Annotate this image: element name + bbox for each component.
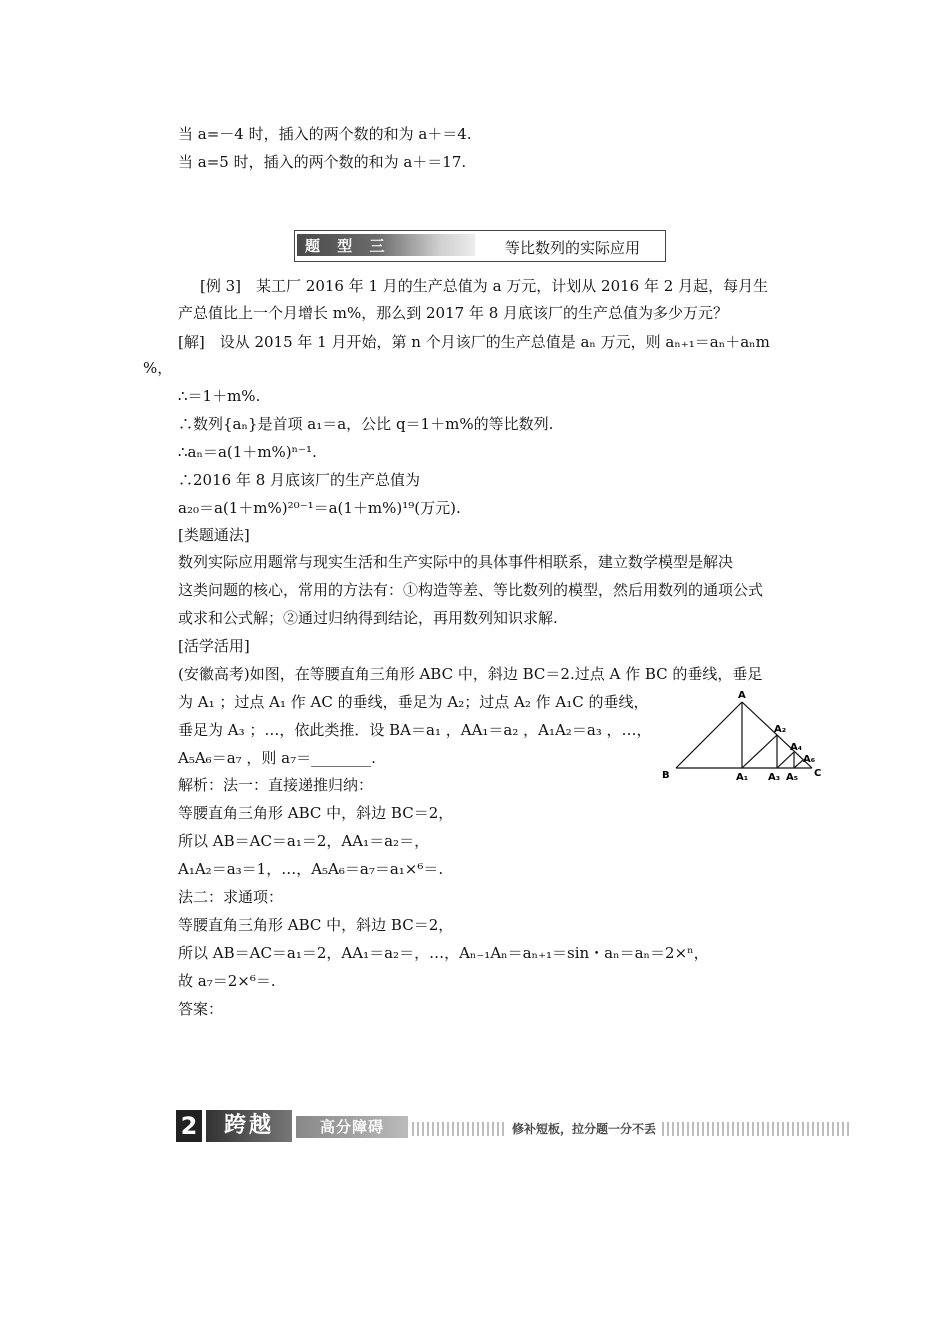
- section-title: 等比数列的实际应用: [505, 239, 641, 257]
- solution-line: a₂₀＝a(1＋m%)²⁰⁻¹＝a(1＋m%)¹⁹(万元).: [178, 499, 461, 517]
- label-A5: A₅: [786, 772, 799, 783]
- answer-line: 等腰直角三角形 ABC 中，斜边 BC＝2，: [178, 804, 454, 822]
- label-C: C: [814, 768, 822, 779]
- triangle-figure: [658, 684, 826, 784]
- section-header: [294, 230, 666, 262]
- banner-number: 2: [176, 1110, 202, 1142]
- solution-line: %，: [143, 359, 173, 377]
- banner-word: 跨越: [206, 1110, 292, 1142]
- practice-line: 为 A₁ ；过点 A₁ 作 AC 的垂线，垂足为 A₂；过点 A₂ 作 A₁C 的垂线，: [178, 693, 649, 711]
- figure-lines: [676, 702, 812, 768]
- label-A1: A₁: [736, 772, 749, 783]
- section-banner: [176, 1108, 850, 1146]
- banner-subtitle: 高分障碍: [296, 1116, 408, 1138]
- banner-motto: 修补短板，拉分题一分不丢: [506, 1120, 662, 1138]
- section-tag-label: 题 型 三: [305, 237, 391, 255]
- solution-line: ∴＝1＋m%.: [178, 387, 261, 405]
- answer-line: 所以 AB＝AC＝a₁＝2，AA₁＝a₂＝，: [178, 832, 430, 850]
- label-B: B: [662, 770, 670, 781]
- answer-line: 故 a₇＝2×⁶＝.: [178, 972, 276, 990]
- label-A6: A₆: [803, 754, 816, 765]
- method-line: 或求和公式解；②通过归纳得到结论，再用数列知识求解.: [178, 609, 558, 627]
- answer-line: 答案：: [178, 1000, 224, 1018]
- solution-line: ∴数列{aₙ}是首项 a₁＝a，公比 q＝1＋m%的等比数列.: [178, 415, 554, 433]
- answer-line: 法二：求通项：: [178, 888, 284, 906]
- method-heading: [类题通法]: [178, 526, 250, 544]
- solution-line: ∴2016 年 8 月底该厂的生产总值为: [178, 471, 421, 489]
- label-A2: A₂: [774, 724, 787, 735]
- answer-line: 解析：法一：直接递推归纳：: [178, 776, 374, 794]
- text-line: 当 a=－4 时，插入的两个数的和为 a＋＝4.: [178, 125, 472, 143]
- answer-line: 等腰直角三角形 ABC 中，斜边 BC＝2，: [178, 916, 454, 934]
- answer-line: 所以 AB＝AC＝a₁＝2，AA₁＝a₂＝，…，Aₙ₋₁Aₙ＝aₙ₊₁＝sin・aₙ＝aₙ＝2×ⁿ，: [178, 944, 709, 962]
- solution-line: [解] 设从 2015 年 1 月开始，第 n 个月该厂的生产总值是 aₙ 万元，则 aₙ₊₁＝aₙ＋aₙm: [178, 333, 770, 351]
- answer-line: A₁A₂＝a₃＝1，…，A₅A₆＝a₇＝a₁×⁶＝.: [178, 860, 444, 878]
- practice-line: A₅A₆＝a₇ ，则 a₇＝________.: [178, 749, 376, 767]
- method-line: 数列实际应用题常与现实生活和生产实际中的具体事件相联系，建立数学模型是解决: [178, 553, 734, 571]
- practice-line: (安徽高考)如图，在等腰直角三角形 ABC 中，斜边 BC＝2.过点 A 作 BC 的垂线，垂足: [178, 665, 763, 683]
- solution-line: ∴aₙ＝a(1＋m%)ⁿ⁻¹.: [178, 443, 317, 461]
- method-line: 这类问题的核心，常用的方法有：①构造等差、等比数列的模型，然后用数列的通项公式: [178, 581, 764, 599]
- section-tag: [297, 234, 475, 256]
- practice-line: 垂足为 A₃ ；…，依此类推．设 BA＝a₁ ，AA₁＝a₂ ，A₁A₂＝a₃ ，…，: [178, 721, 652, 739]
- label-A4: A₄: [790, 742, 803, 753]
- practice-heading: [活学活用]: [178, 637, 250, 655]
- example-line: 产总值比上一个月增长 m%，那么到 2017 年 8 月底该厂的生产总值为多少万元？: [178, 304, 729, 322]
- example-line: [例 3] 某工厂 2016 年 1 月的生产总值为 a 万元，计划从 2016 年 2 月起，每月生: [200, 277, 769, 295]
- text-line: 当 a=5 时，插入的两个数的和为 a＋＝17.: [178, 153, 467, 171]
- label-A3: A₃: [768, 772, 781, 783]
- label-A: A: [738, 690, 746, 701]
